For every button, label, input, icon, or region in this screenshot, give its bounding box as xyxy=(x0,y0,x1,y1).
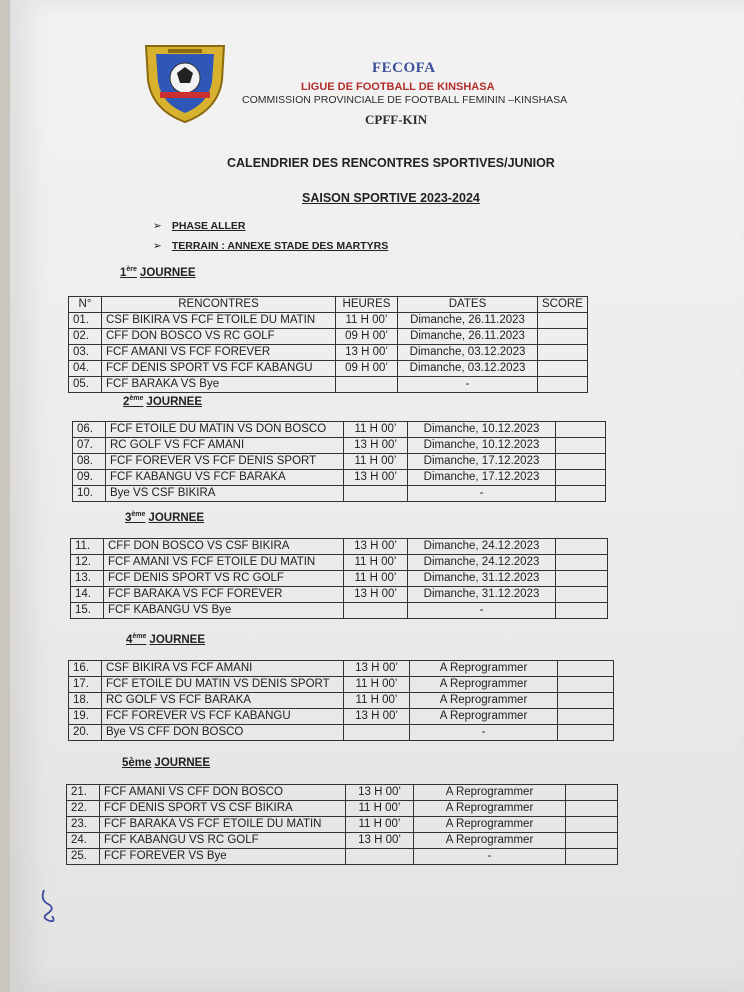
terrain-bullet xyxy=(153,240,388,252)
match-date: A Reprogrammer xyxy=(410,677,558,693)
match-teams: Bye VS CSF BIKIRA xyxy=(106,486,344,502)
match-teams: FCF FOREVER VS FCF KABANGU xyxy=(102,709,344,725)
journee-heading xyxy=(120,266,196,279)
arrow-bullet-icon: ➢ xyxy=(153,220,162,232)
match-time xyxy=(346,849,414,865)
match-time: 11 H 00’ xyxy=(346,801,414,817)
match-teams: Bye VS CFF DON BOSCO xyxy=(102,725,344,741)
match-teams: FCF ETOILE DU MATIN VS DON BOSCO xyxy=(106,422,344,438)
journee-table xyxy=(68,660,614,741)
match-teams: FCF ETOILE DU MATIN VS DENIS SPORT xyxy=(102,677,344,693)
journee-label: JOURNEE xyxy=(146,395,203,408)
table-row xyxy=(73,470,606,486)
match-date: A Reprogrammer xyxy=(414,801,566,817)
journee-ordinal-suffix: ème xyxy=(129,395,144,402)
match-number: 21. xyxy=(67,785,100,801)
match-time: 13 H 00’ xyxy=(346,785,414,801)
match-score xyxy=(558,709,614,725)
match-teams: FCF KABANGU VS FCF BARAKA xyxy=(106,470,344,486)
match-score xyxy=(556,486,606,502)
match-score xyxy=(538,377,588,393)
match-date: Dimanche, 10.12.2023 xyxy=(408,438,556,454)
table-row xyxy=(69,313,588,329)
match-score xyxy=(566,801,618,817)
journee-heading xyxy=(126,633,205,646)
table-row xyxy=(67,833,618,849)
match-teams: RC GOLF VS FCF AMANI xyxy=(106,438,344,454)
match-date: - xyxy=(398,377,538,393)
match-number: 14. xyxy=(71,587,104,603)
match-number: 08. xyxy=(73,454,106,470)
match-number: 03. xyxy=(69,345,102,361)
match-time: 11 H 00’ xyxy=(344,571,408,587)
match-number: 16. xyxy=(69,661,102,677)
match-number: 19. xyxy=(69,709,102,725)
table-header-row xyxy=(69,297,588,313)
match-number: 11. xyxy=(71,539,104,555)
match-score xyxy=(556,470,606,486)
journee-label: JOURNEE xyxy=(148,511,205,524)
match-score xyxy=(558,661,614,677)
journee-ordinal: 1 xyxy=(120,266,127,279)
match-score xyxy=(556,555,608,571)
match-teams: FCF BARAKA VS FCF ETOILE DU MATIN xyxy=(100,817,346,833)
journee-table xyxy=(66,784,618,865)
match-number: 25. xyxy=(67,849,100,865)
match-number: 09. xyxy=(73,470,106,486)
match-score xyxy=(538,361,588,377)
journee-heading xyxy=(123,395,202,408)
match-score xyxy=(556,422,606,438)
table-row xyxy=(67,817,618,833)
match-time xyxy=(344,603,408,619)
match-number: 04. xyxy=(69,361,102,377)
match-time: 13 H 00’ xyxy=(344,587,408,603)
match-date: Dimanche, 17.12.2023 xyxy=(408,454,556,470)
journee-heading xyxy=(125,511,204,524)
match-number: 07. xyxy=(73,438,106,454)
table-row xyxy=(73,422,606,438)
column-header-num: N° xyxy=(69,297,102,313)
table-row xyxy=(67,801,618,817)
document-title: CALENDRIER DES RENCONTRES SPORTIVES/JUNIOR xyxy=(227,156,555,170)
match-number: 22. xyxy=(67,801,100,817)
table-row xyxy=(71,555,608,571)
table-row xyxy=(73,454,606,470)
match-time: 09 H 00’ xyxy=(336,361,398,377)
table-row xyxy=(69,361,588,377)
table-row xyxy=(69,709,614,725)
match-number: 10. xyxy=(73,486,106,502)
table-row xyxy=(69,677,614,693)
match-time: 13 H 00’ xyxy=(344,438,408,454)
table-row xyxy=(69,661,614,677)
match-time: 11 H 00’ xyxy=(346,817,414,833)
match-teams: FCF DENIS SPORT VS CSF BIKIRA xyxy=(100,801,346,817)
journee-table xyxy=(68,296,588,393)
match-score xyxy=(566,817,618,833)
match-date: Dimanche, 03.12.2023 xyxy=(398,345,538,361)
journee-table xyxy=(70,538,608,619)
match-date: Dimanche, 17.12.2023 xyxy=(408,470,556,486)
match-teams: FCF AMANI VS CFF DON BOSCO xyxy=(100,785,346,801)
match-time: 13 H 00’ xyxy=(344,709,410,725)
match-number: 24. xyxy=(67,833,100,849)
match-date: Dimanche, 31.12.2023 xyxy=(408,587,556,603)
match-score xyxy=(538,313,588,329)
table-row xyxy=(69,329,588,345)
org-name: FECOFA xyxy=(372,60,436,76)
league-name: LIGUE DE FOOTBALL DE KINSHASA xyxy=(301,81,495,93)
match-teams: FCF BARAKA VS FCF FOREVER xyxy=(104,587,344,603)
match-date: Dimanche, 31.12.2023 xyxy=(408,571,556,587)
arrow-bullet-icon: ➢ xyxy=(153,240,162,252)
match-number: 18. xyxy=(69,693,102,709)
table-row xyxy=(69,345,588,361)
journee-table xyxy=(72,421,606,502)
match-date: A Reprogrammer xyxy=(414,833,566,849)
match-time: 09 H 00’ xyxy=(336,329,398,345)
match-date: Dimanche, 10.12.2023 xyxy=(408,422,556,438)
journee-ordinal: 5ème xyxy=(122,757,152,769)
match-teams: CFF DON BOSCO VS CSF BIKIRA xyxy=(104,539,344,555)
match-score xyxy=(538,329,588,345)
match-teams: CSF BIKIRA VS FCF ETOILE DU MATIN xyxy=(102,313,336,329)
journee-ordinal-suffix: ème xyxy=(131,511,146,518)
match-time: 13 H 00’ xyxy=(344,539,408,555)
match-score xyxy=(558,725,614,741)
match-score xyxy=(556,438,606,454)
match-teams: CFF DON BOSCO VS RC GOLF xyxy=(102,329,336,345)
match-score xyxy=(566,849,618,865)
match-time: 11 H 00’ xyxy=(344,677,410,693)
match-time xyxy=(344,486,408,502)
table-row xyxy=(71,539,608,555)
match-teams: FCF AMANI VS FCF ETOILE DU MATIN xyxy=(104,555,344,571)
match-date: A Reprogrammer xyxy=(410,709,558,725)
journee-ordinal-suffix: ère xyxy=(126,266,137,273)
match-teams: CSF BIKIRA VS FCF AMANI xyxy=(102,661,344,677)
commission-name: COMMISSION PROVINCIALE DE FOOTBALL FEMININ –KINSHASA xyxy=(242,94,568,106)
match-date: Dimanche, 24.12.2023 xyxy=(408,555,556,571)
journee-label: JOURNEE xyxy=(154,757,211,769)
match-time: 13 H 00’ xyxy=(344,470,408,486)
match-score xyxy=(556,454,606,470)
match-score xyxy=(538,345,588,361)
document-page xyxy=(10,0,744,992)
match-date: A Reprogrammer xyxy=(410,661,558,677)
column-header-rencontres: RENCONTRES xyxy=(102,297,336,313)
match-teams: FCF BARAKA VS Bye xyxy=(102,377,336,393)
org-acronym: CPFF-KIN xyxy=(365,112,428,127)
match-score xyxy=(566,785,618,801)
column-header-dates: DATES xyxy=(398,297,538,313)
match-time: 13 H 00’ xyxy=(344,661,410,677)
journee-ordinal-suffix: ème xyxy=(132,633,147,640)
match-time: 11 H 00’ xyxy=(336,313,398,329)
match-number: 20. xyxy=(69,725,102,741)
table-row xyxy=(73,438,606,454)
match-time xyxy=(344,725,410,741)
match-date: Dimanche, 26.11.2023 xyxy=(398,313,538,329)
match-number: 12. xyxy=(71,555,104,571)
match-score xyxy=(556,587,608,603)
match-date: - xyxy=(410,725,558,741)
table-row xyxy=(69,725,614,741)
journee-label: JOURNEE xyxy=(139,266,196,279)
match-number: 01. xyxy=(69,313,102,329)
match-time: 11 H 00’ xyxy=(344,454,408,470)
phase-label: PHASE ALLER xyxy=(171,220,246,232)
match-number: 05. xyxy=(69,377,102,393)
match-date: - xyxy=(408,603,556,619)
season-title: SAISON SPORTIVE 2023-2024 xyxy=(302,191,480,205)
match-teams: FCF KABANGU VS Bye xyxy=(104,603,344,619)
match-teams: RC GOLF VS FCF BARAKA xyxy=(102,693,344,709)
match-time: 11 H 00’ xyxy=(344,422,408,438)
match-teams: FCF FOREVER VS Bye xyxy=(100,849,346,865)
match-number: 17. xyxy=(69,677,102,693)
handwritten-mark-icon xyxy=(38,888,60,924)
match-number: 15. xyxy=(71,603,104,619)
match-teams: FCF AMANI VS FCF FOREVER xyxy=(102,345,336,361)
journee-ordinal: 4 xyxy=(126,633,133,646)
match-teams: FCF FOREVER VS FCF DENIS SPORT xyxy=(106,454,344,470)
table-row xyxy=(67,785,618,801)
match-score xyxy=(556,603,608,619)
fecofa-logo-icon xyxy=(138,40,232,124)
match-number: 13. xyxy=(71,571,104,587)
match-score xyxy=(566,833,618,849)
table-row xyxy=(71,603,608,619)
match-score xyxy=(556,539,608,555)
match-date: Dimanche, 26.11.2023 xyxy=(398,329,538,345)
match-score xyxy=(558,677,614,693)
match-time xyxy=(336,377,398,393)
match-score xyxy=(558,693,614,709)
table-row xyxy=(73,486,606,502)
table-row xyxy=(69,377,588,393)
table-row xyxy=(71,571,608,587)
match-date: - xyxy=(414,849,566,865)
match-time: 13 H 00’ xyxy=(336,345,398,361)
match-date: A Reprogrammer xyxy=(410,693,558,709)
journee-ordinal: 3 xyxy=(125,511,132,524)
phase-bullet xyxy=(153,220,246,232)
match-date: A Reprogrammer xyxy=(414,785,566,801)
match-score xyxy=(556,571,608,587)
match-time: 11 H 00’ xyxy=(344,555,408,571)
table-row xyxy=(67,849,618,865)
match-teams: FCF KABANGU VS RC GOLF xyxy=(100,833,346,849)
match-teams: FCF DENIS SPORT VS RC GOLF xyxy=(104,571,344,587)
terrain-label: TERRAIN : ANNEXE STADE DES MARTYRS xyxy=(171,240,389,252)
match-date: Dimanche, 24.12.2023 xyxy=(408,539,556,555)
column-header-heures: HEURES xyxy=(336,297,398,313)
column-header-score: SCORE xyxy=(538,297,588,313)
journee-label: JOURNEE xyxy=(149,633,206,646)
match-time: 11 H 00’ xyxy=(344,693,410,709)
match-number: 23. xyxy=(67,817,100,833)
journee-ordinal: 2 xyxy=(123,395,130,408)
table-row xyxy=(71,587,608,603)
match-date: - xyxy=(408,486,556,502)
match-date: Dimanche, 03.12.2023 xyxy=(398,361,538,377)
match-number: 02. xyxy=(69,329,102,345)
match-time: 13 H 00’ xyxy=(346,833,414,849)
match-number: 06. xyxy=(73,422,106,438)
journee-heading xyxy=(122,757,210,769)
match-teams: FCF DENIS SPORT VS FCF KABANGU xyxy=(102,361,336,377)
table-row xyxy=(69,693,614,709)
match-date: A Reprogrammer xyxy=(414,817,566,833)
